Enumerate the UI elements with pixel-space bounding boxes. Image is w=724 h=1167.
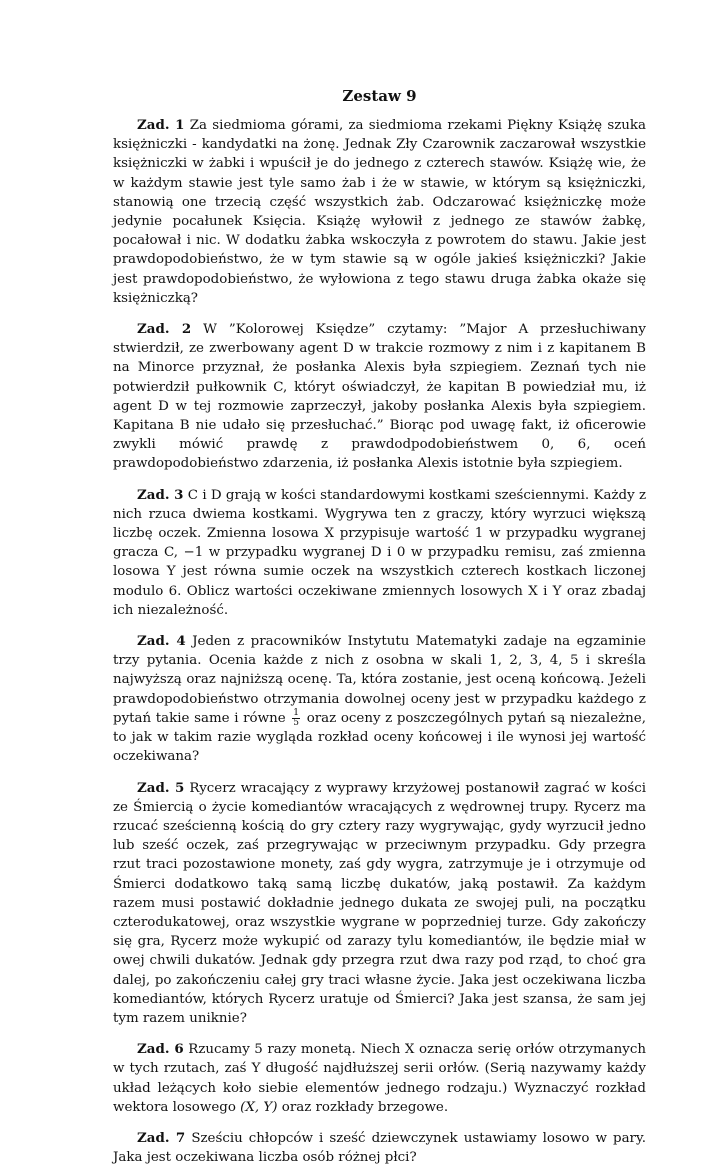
task-text: Sześciu chłopców i sześć dziewczynek ustawiamy losowo w pary. Jaka jest oczekiwana liczba osób różnej płci? bbox=[113, 1130, 646, 1166]
task-2 bbox=[113, 320, 646, 474]
task-text: Rycerz wracający z wyprawy krzyżowej postanowił zagrać w kości ze Śmiercią o życie komediantów wracających z wędrownej trupy. Rycerz ma rzucać sześcienną kością do gry cztery razy wygrywając, gydy wyrzucił jedno lub sześć oczek, zaś przegrywając w przeciwnym przypadku. Gdy przegra rzut traci pozostawione monety, zaś gdy wygra, zatrzymuje je i otrzymuje od Śmierci dodatkowo taką samą liczbę dukatów, jaką postawił. Za każdym razem musi postawić dokładnie jednego dukata ze swojej puli, na początku czterodukatowej, oraz wszystkie wygrane w poprzedniej turze. Gdy zakończy się gra, Rycerz może wykupić od zarazy tylu komediantów, ile będzie miał w owej chwili dukatów. Jednak gdy przegra rzut dwa razy pod rząd, to choć gra dalej, po zakończeniu całej gry traci własne życie. Jaka jest oczekiwana liczba komediantów, których Rycerz uratuje od Śmierci? Jaka jest szansa, że sam jej tym razem uniknie? bbox=[113, 780, 647, 1026]
task-text: W ”Kolorowej Księdze” czytamy: ”Major A przesłuchiwany stwierdził, ze zwerbowany agent D w trakcie rozmowy z nim i z kapitanem B na Minorce przyznał, że posłanka Alexis była szpiegiem. Zeznań tych nie potwierdził pułkownik C, któryt oświadczył, że kapitan B powiedział mu, iż agent D w tej rozmowie zaprzeczył, jakoby posłanka Alexis była szpiegiem. Kapitana B nie udało się przesłuchać.” Biorąc pod uwagę fakt, iż oficerowie zwykli mówić prawdę z prawdodpodobieństwem 0, 6, oceń prawdopodobieństwo zdarzenia, iż posłanka Alexis istotnie była szpiegiem. bbox=[113, 322, 646, 472]
task-label: Zad. 1 bbox=[137, 117, 185, 133]
task-text-part-a: Rzucamy 5 razy monetą. Niech X oznacza serię orłów otrzymanych w tych rzutach, zaś Y długość najdłuższej serii orłów. (Serią nazywamy każdy układ leżących koło siebie elementów jednego rodzaju.) Wyznaczyć rozkład wektora losowego bbox=[113, 1042, 646, 1115]
fraction-denominator: 5 bbox=[293, 717, 300, 728]
task-label: Zad. 7 bbox=[137, 1129, 186, 1146]
task-label: Zad. 5 bbox=[137, 779, 185, 796]
fraction bbox=[292, 709, 300, 728]
task-label: Zad. 4 bbox=[137, 633, 186, 650]
task-text-part-a: Jeden z pracowników Instytutu Matematyki zadaje na egzaminie trzy pytania. Ocenia każde z nich z osobna w skali 1, 2, 3, 4, 5 i skreśla najwyższą oraz najniższą ocenę. Ta, która zostanie, jest oceną końcową. Jeżeli prawdopodobieństwo otrzymania dowolnej oceny jest w przypadku każdego z pytań takie same i równe bbox=[113, 634, 646, 726]
task-text-part-b: oraz oceny z poszczególnych pytań są niezależne, to jak w takim razie wygląda rozkład oceny końcowej i ile wynosi jej wartość oczekiwana? bbox=[113, 710, 646, 765]
fraction-numerator: 1 bbox=[293, 707, 300, 718]
task-label: Zad. 2 bbox=[137, 321, 192, 338]
task-6 bbox=[113, 1040, 646, 1117]
task-text-part-b: oraz rozkłady brzegowe. bbox=[281, 1099, 449, 1115]
task-label: Zad. 6 bbox=[137, 1041, 184, 1058]
task-text: Za siedmioma górami, za siedmioma rzekami Piękny Książę szuka księżniczki - kandydatki na żonę. Jednak Zły Czarownik zaczarował wszystkie księżniczki w żabki i wpuścił je do jednego z czterech stawów. Książę wie, że w każdym stawie jest tyle samo żab i że w stawie, w którym są księżniczki, stanowią one trzecią część wszystkich żab. Odczarować księżniczkę może jedynie pocałunek Księcia. Książę wyłowił z jednego ze stawów żabkę, pocałował i nic. W dodatku żabka wskoczyła z powrotem do stawu. Jakie jest prawdopodobieństwo, że w tym stawie są w ogóle jakieś księżniczki? Jakie jest prawdopodobieństwo, że wyłowiona z tego stawu druga żabka okaże się księżniczką? bbox=[113, 118, 646, 306]
task-text: C i D grają w kości standardowymi kostkami sześciennymi. Każdy z nich rzuca dwiema kostkami. Wygrywa ten z graczy, który wyrzuci większą liczbę oczek. Zmienna losowa X przypisuje wartość 1 w przypadku wygranej gracza C, −1 w przypadku wygranej D i 0 w przypadku remisu, zaś zmienna losowa Y jest równa sumie oczek na wszystkich czterech kostkach liczonej modulo 6. Oblicz wartości oczekiwane zmiennych losowych X i Y oraz zbadaj ich niezależność. bbox=[113, 487, 646, 618]
math-vector: (X, Y) bbox=[240, 1099, 278, 1115]
page-title: Zestaw 9 bbox=[342, 87, 417, 105]
task-4 bbox=[113, 632, 646, 766]
task-1 bbox=[113, 116, 646, 308]
task-7 bbox=[113, 1129, 646, 1167]
task-3 bbox=[113, 486, 646, 620]
task-5 bbox=[113, 779, 646, 1029]
task-label: Zad. 3 bbox=[137, 486, 184, 503]
